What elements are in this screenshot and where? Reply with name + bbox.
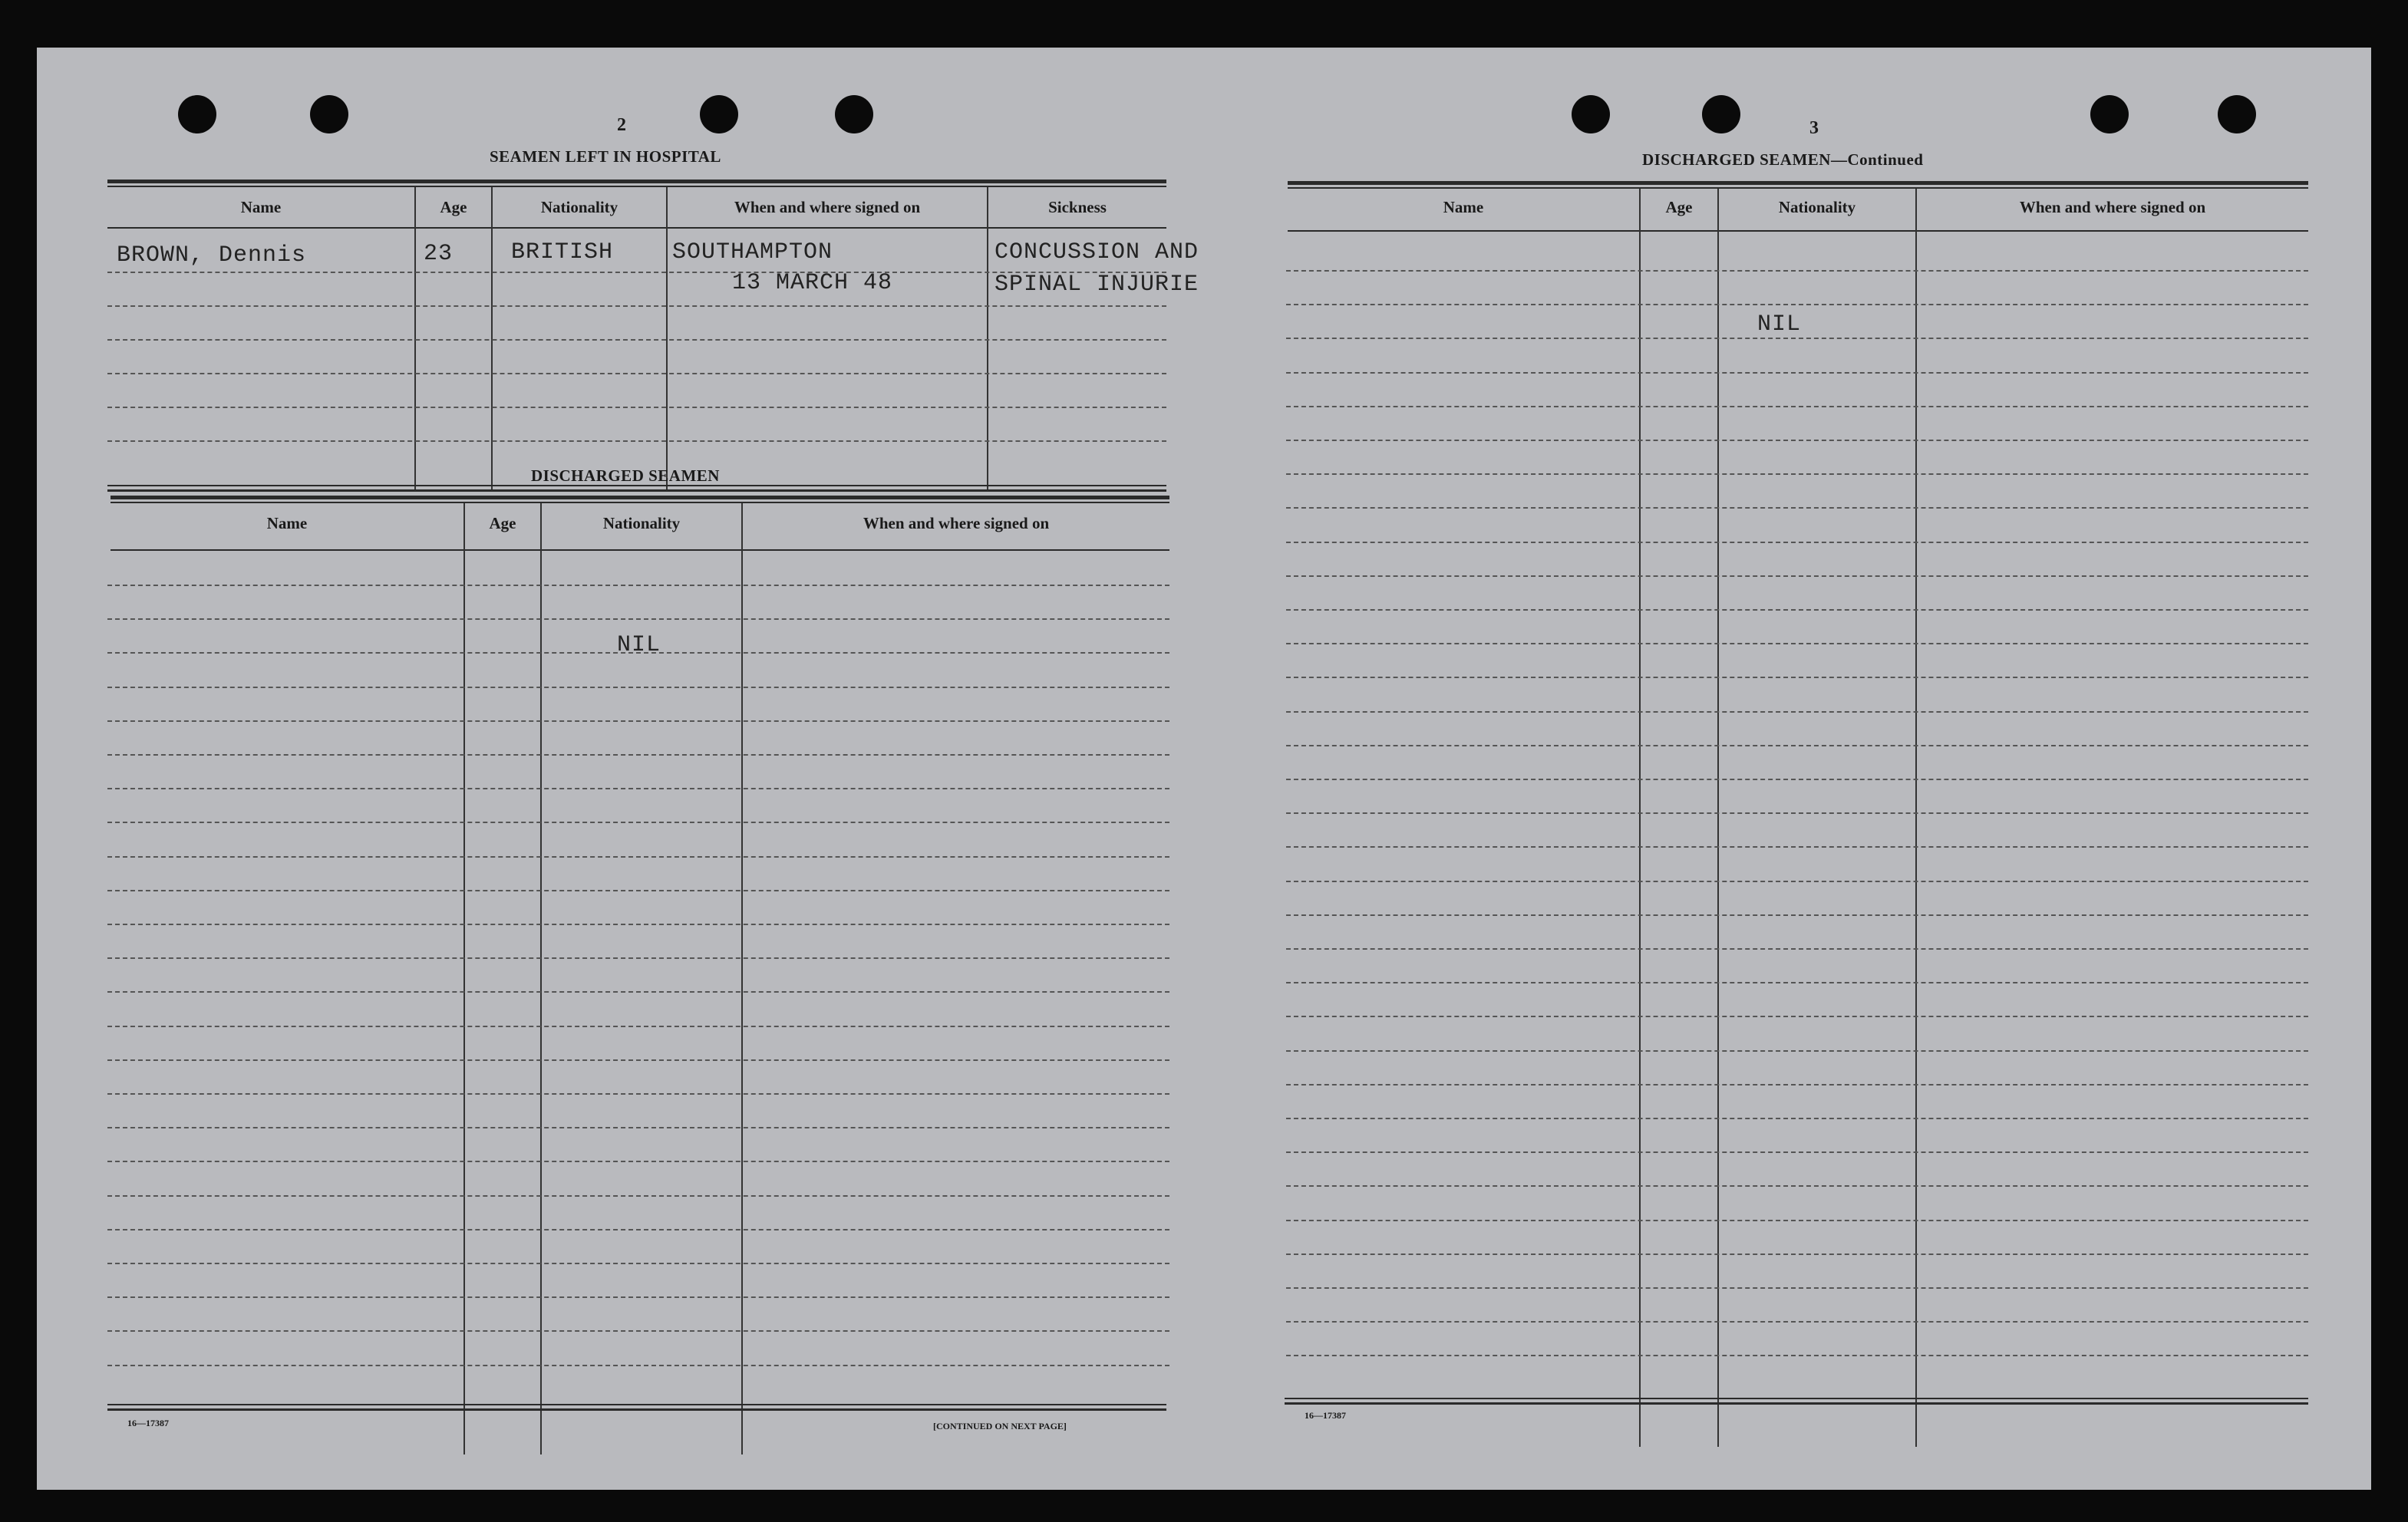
table-top-rule bbox=[111, 496, 1169, 499]
punch-hole bbox=[178, 95, 216, 133]
row-line bbox=[1286, 1050, 2308, 1052]
row-line bbox=[1286, 779, 2308, 780]
right-page bbox=[1203, 48, 2371, 1490]
table-bottom-rule bbox=[1285, 1398, 2308, 1399]
col-header-signed-on: When and where signed on bbox=[734, 198, 921, 216]
form-code: 16—17387 bbox=[127, 1418, 169, 1428]
row-line bbox=[107, 687, 1169, 688]
row-line bbox=[1286, 948, 2308, 950]
header-rule bbox=[111, 549, 1169, 551]
nil-entry: NIL bbox=[1757, 311, 1802, 338]
punch-hole bbox=[700, 95, 738, 133]
column-divider bbox=[1915, 189, 1917, 1447]
row-line bbox=[107, 890, 1169, 891]
column-divider bbox=[1717, 189, 1719, 1447]
punch-hole bbox=[310, 95, 348, 133]
row-line bbox=[1286, 643, 2308, 644]
column-divider bbox=[540, 503, 542, 1454]
col-header-name: Name bbox=[1443, 198, 1484, 216]
col-header-sickness: Sickness bbox=[1048, 198, 1107, 216]
section-title-hospital: SEAMEN LEFT IN HOSPITAL bbox=[490, 147, 721, 166]
punch-hole bbox=[1572, 95, 1610, 133]
row-line bbox=[107, 991, 1169, 993]
row-line bbox=[1286, 881, 2308, 882]
col-header-signed-on: When and where signed on bbox=[863, 514, 1050, 532]
col-header-name: Name bbox=[240, 198, 282, 216]
row-line bbox=[1286, 1287, 2308, 1289]
row-line bbox=[107, 440, 1166, 442]
col-header-nationality: Nationality bbox=[540, 198, 618, 216]
row-line bbox=[107, 754, 1169, 756]
row-line bbox=[1286, 1254, 2308, 1255]
row-line bbox=[1286, 542, 2308, 543]
row-line bbox=[1286, 1185, 2308, 1187]
section-title-discharged: DISCHARGED SEAMEN bbox=[531, 466, 720, 485]
entry-sickness-line1: CONCUSSION AND bbox=[995, 239, 1199, 265]
row-line bbox=[107, 1127, 1169, 1128]
col-header-nationality: Nationality bbox=[1778, 198, 1856, 216]
row-line bbox=[1286, 609, 2308, 611]
row-line bbox=[1286, 406, 2308, 407]
row-line bbox=[1286, 846, 2308, 848]
row-line bbox=[1286, 1084, 2308, 1085]
row-line bbox=[1286, 270, 2308, 272]
row-line bbox=[107, 407, 1166, 408]
row-line bbox=[1286, 507, 2308, 509]
row-line bbox=[107, 856, 1169, 858]
row-line bbox=[1286, 1151, 2308, 1153]
row-line bbox=[1286, 812, 2308, 814]
page-number: 3 bbox=[1809, 118, 1819, 138]
row-line bbox=[1286, 1016, 2308, 1017]
row-line bbox=[1286, 914, 2308, 916]
row-line bbox=[107, 618, 1169, 620]
row-line bbox=[107, 788, 1169, 789]
row-line bbox=[1286, 338, 2308, 339]
table-top-rule bbox=[111, 502, 1169, 503]
row-line bbox=[107, 1093, 1169, 1095]
punch-hole bbox=[1702, 95, 1740, 133]
entry-age: 23 bbox=[424, 241, 454, 267]
header-rule bbox=[1288, 230, 2308, 232]
entry-signed-on-place: SOUTHAMPTON bbox=[672, 239, 833, 265]
col-header-name: Name bbox=[266, 514, 308, 532]
entry-signed-on-date: 13 MARCH 48 bbox=[732, 270, 893, 296]
row-line bbox=[1286, 1355, 2308, 1356]
col-header-nationality: Nationality bbox=[602, 514, 681, 532]
row-line bbox=[1286, 677, 2308, 678]
row-line bbox=[107, 957, 1169, 959]
row-line bbox=[1286, 473, 2308, 475]
row-line bbox=[107, 822, 1169, 823]
row-line bbox=[107, 924, 1169, 925]
column-divider bbox=[463, 503, 465, 1454]
row-line bbox=[107, 373, 1166, 374]
column-divider bbox=[1639, 189, 1641, 1447]
row-line bbox=[1286, 982, 2308, 983]
row-line bbox=[1286, 440, 2308, 441]
row-line bbox=[1286, 372, 2308, 374]
header-rule bbox=[107, 227, 1166, 229]
left-page bbox=[37, 48, 1203, 1490]
col-header-age: Age bbox=[1665, 198, 1693, 216]
row-line bbox=[107, 1263, 1169, 1264]
punch-hole bbox=[835, 95, 873, 133]
row-line bbox=[1286, 1220, 2308, 1221]
punch-hole bbox=[2218, 95, 2256, 133]
row-line bbox=[1286, 745, 2308, 746]
row-line bbox=[1286, 1118, 2308, 1119]
row-line bbox=[107, 1330, 1169, 1332]
col-header-signed-on: When and where signed on bbox=[2019, 198, 2206, 216]
col-header-age: Age bbox=[489, 514, 516, 532]
row-line bbox=[107, 1161, 1169, 1162]
table-top-rule bbox=[1288, 181, 2308, 185]
row-line bbox=[107, 585, 1169, 586]
row-line bbox=[107, 305, 1166, 307]
form-code: 16—17387 bbox=[1305, 1410, 1346, 1421]
punch-hole bbox=[2090, 95, 2129, 133]
table-top-rule bbox=[107, 186, 1166, 187]
page-number: 2 bbox=[617, 115, 626, 135]
table-bottom-rule bbox=[107, 1408, 1166, 1411]
entry-nationality: BRITISH bbox=[511, 239, 614, 265]
row-line bbox=[1286, 575, 2308, 577]
row-line bbox=[107, 1195, 1169, 1197]
table-top-rule bbox=[1288, 187, 2308, 189]
row-line bbox=[107, 339, 1166, 341]
col-header-age: Age bbox=[440, 198, 467, 216]
continued-note: [CONTINUED ON NEXT PAGE] bbox=[933, 1421, 1067, 1431]
section-title-discharged-continued: DISCHARGED SEAMEN—Continued bbox=[1642, 150, 1924, 169]
entry-sickness-line2: SPINAL INJURIE bbox=[995, 272, 1199, 298]
nil-entry: NIL bbox=[617, 632, 661, 658]
table-top-rule bbox=[107, 180, 1166, 183]
table-bottom-rule bbox=[107, 489, 1166, 492]
column-divider bbox=[741, 503, 743, 1454]
row-line bbox=[1286, 711, 2308, 713]
row-line bbox=[107, 1229, 1169, 1230]
entry-name: BROWN, Dennis bbox=[117, 242, 307, 268]
row-line bbox=[107, 1026, 1169, 1027]
table-bottom-rule bbox=[1285, 1402, 2308, 1405]
row-line bbox=[1286, 304, 2308, 305]
row-line bbox=[107, 1059, 1169, 1061]
row-line bbox=[1286, 1321, 2308, 1323]
row-line bbox=[107, 1365, 1169, 1366]
row-line bbox=[107, 720, 1169, 722]
table-bottom-rule bbox=[107, 1404, 1166, 1405]
row-line bbox=[107, 1296, 1169, 1298]
